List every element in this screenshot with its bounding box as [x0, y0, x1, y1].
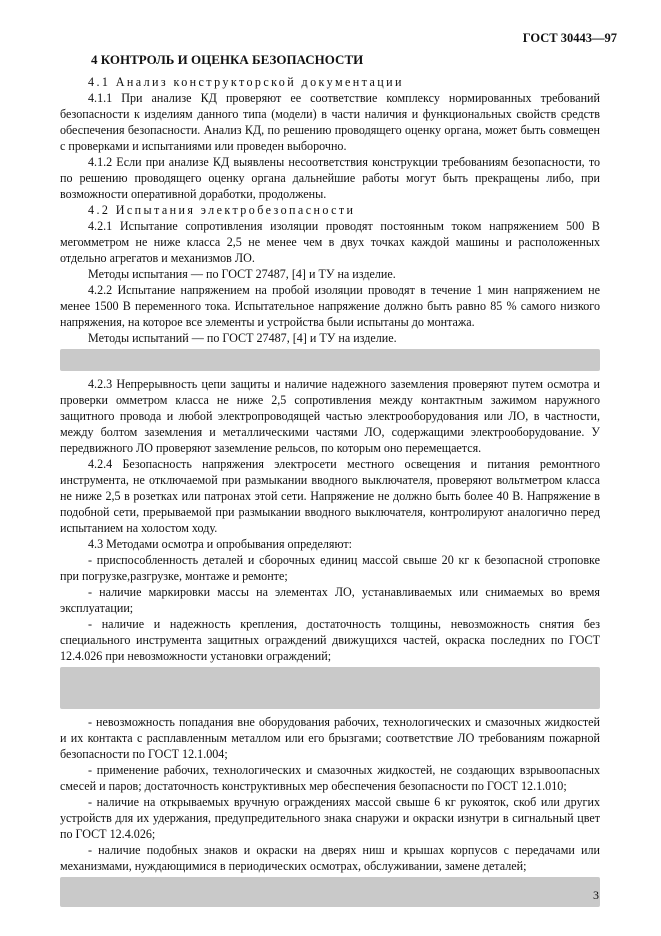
paragraph: 4.3 Методами осмотра и опробывания определяют:	[88, 537, 352, 551]
paragraph: 4.1.2 Если при анализе КД выявлены несоответствия конструкции требованиям безопасности, то по решению проводящего оценку органа дальнейшие работы могут быть прекращены либо, при возможности оперативной доработки, продолжены.	[60, 155, 600, 201]
document-header: ГОСТ 30443—97	[522, 31, 617, 45]
paragraph: 4.2.2 Испытание напряжением на пробой изоляции проводят в течение 1 мин напряжением не менее 1500 В переменного тока. Испытательное напряжение должно быть равно 85 % самого низкого напряжения, на которое все элементы и устройства были испытаны до монтажа.	[60, 283, 600, 329]
page-number: 3	[593, 888, 599, 902]
list-item: - приспособленность деталей и сборочных единиц массой свыше 20 кг к безопасной строповке при погрузке,разгрузке, монтаже и ремонте;	[60, 553, 600, 583]
list-item-placeholder	[60, 667, 600, 709]
list-item: - невозможность попадания вне оборудования рабочих, технологических и смазочных жидкостей и их контакта с расплавленным металлом или его брызгами; соответствие ЛО требованиям пожарной безопасности по ГОСТ 12.1.004;	[60, 715, 600, 761]
list-item: - применение рабочих, технологических и смазочных жидкостей, не создающих взрывоопасных смесей и паров; достаточность конструктивных мер обеспечения безопасности по ГОСТ 12.1.010;	[60, 763, 600, 793]
subsection-heading: 4.2 Испытания электробезопасности	[88, 203, 356, 217]
document-body	[60, 74, 600, 912]
subsection-heading: 4.1 Анализ конструкторской документации	[88, 75, 404, 89]
paragraph: Методы испытаний — по ГОСТ 27487, [4] и ТУ на изделие.	[88, 331, 397, 345]
list-item: - наличие и надежность крепления, достаточность толщины, невозможность снятия без специального инструмента защитных ограждений движущихся частей, окраска последних по ГОСТ 12.4.026 при невозможности установки ограждений;	[60, 617, 600, 663]
paragraph: 4.2.3 Непрерывность цепи защиты и наличие надежного заземления проверяют путем осмотра и проверки омметром класса не ниже 2,5 сопротивления между контактным зажимом наружного защитного провода и любой электропроводящей частью электрооборудования или ЛО, в частности, между болтом заземления и металлическими частями ЛО, содержащими электрооборудование. У передвижного ЛО проверяют заземление рельсов, по которым оно перемещается.	[60, 377, 600, 455]
paragraph: 4.2.1 Испытание сопротивления изоляции проводят постоянным током напряжением 500 В мегомметром не ниже класса 2,5 не менее чем в двух точках каждой машины и расположенных отдельно агрегатов и механизмов ЛО.	[60, 219, 600, 265]
section-title: 4 КОНТРОЛЬ И ОЦЕНКА БЕЗОПАСНОСТИ	[91, 52, 364, 67]
paragraph: 4.2.4 Безопасность напряжения электросети местного освещения и питания ремонтного инструмента, не отключаемой при размыкании вводного выключателя, проверяют вольтметром класса не ниже 2,5 в розетках или патронах этой сети. Напряжение не должно быть более 40 В. Напряжение в подобной сети, прерываемой при размыкании вводного выключателя, контролируют аналогично перед испытанием на холостом ходу.	[60, 457, 600, 535]
list-item-placeholder	[60, 877, 600, 907]
paragraph: Методы испытания — по ГОСТ 27487, [4] и ТУ на изделие.	[88, 267, 396, 281]
note-placeholder	[60, 349, 600, 371]
list-item: - наличие подобных знаков и окраски на дверях ниш и крышах корпусов с передачами или механизмами, нуждающимися в периодических осмотрах, обслуживании, замене деталей;	[60, 843, 600, 873]
list-item: - наличие на открываемых вручную ограждениях массой свыше 6 кг рукояток, скоб или других устройств для их удержания, предупредительного знака снаружи и окраски изнутри в сигнальный цвет по ГОСТ 12.4.026;	[60, 795, 600, 841]
list-item: - наличие маркировки массы на элементах ЛО, устанавливаемых или снимаемых во время эксплуатации;	[60, 585, 600, 615]
paragraph: 4.1.1 При анализе КД проверяют ее соответствие комплексу нормированных требований безопасности к изделиям данного типа (модели) в части наличия и функциональных свойств средств обеспечения безопасности. Анализ КД, по решению проводящего оценку органа, может быть совмещен с проверками и испытаниями или проведен выборочно.	[60, 91, 600, 153]
